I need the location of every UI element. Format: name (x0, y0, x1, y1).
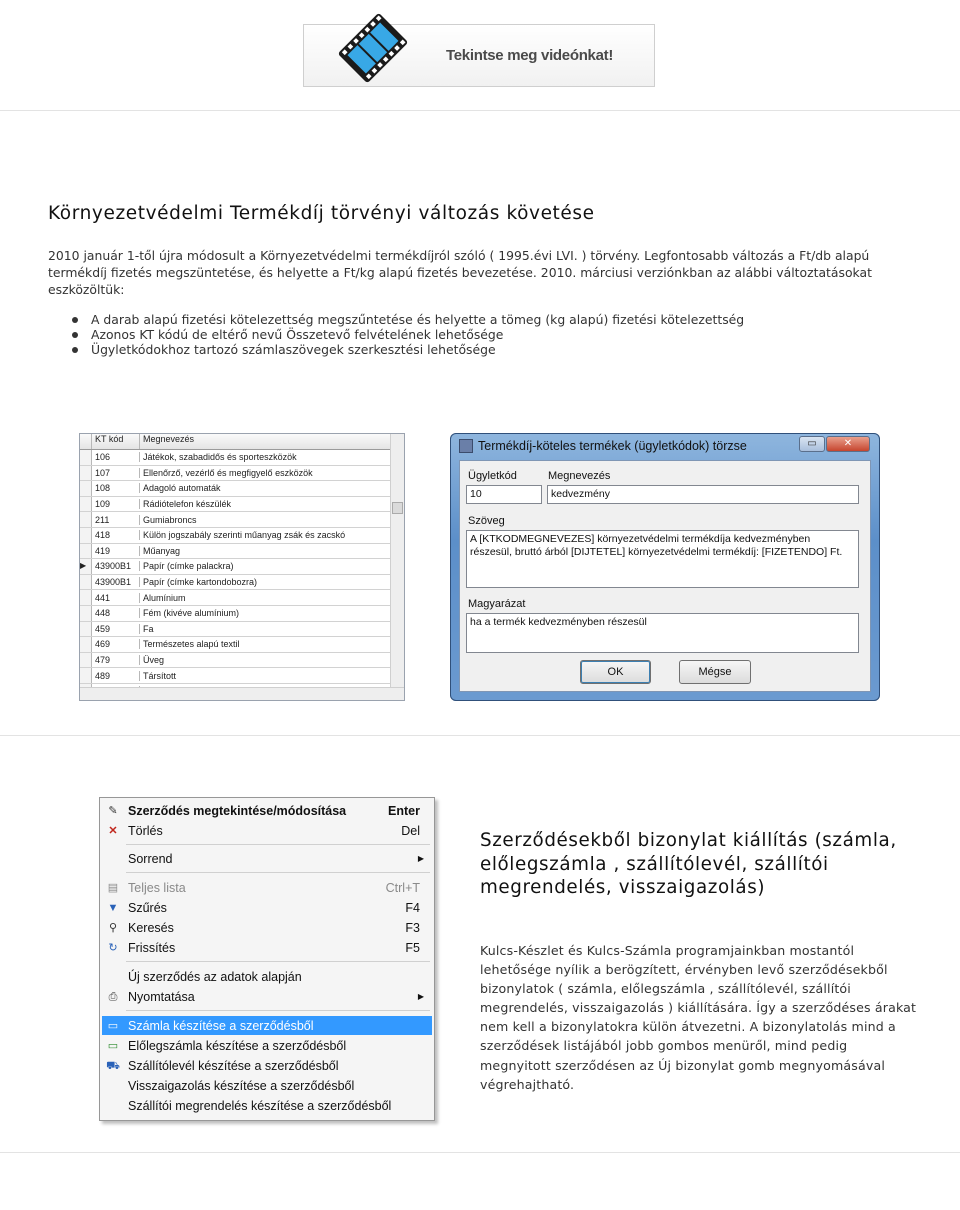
dialog-body (459, 460, 871, 692)
menu-item-filter[interactable]: ▼ Szűrés F4 (102, 898, 432, 917)
row-indicator (80, 481, 92, 496)
divider (0, 110, 960, 111)
refresh-icon: ↻ (108, 941, 118, 954)
contract-context-menu (99, 797, 435, 1121)
termekdij-dialog (450, 433, 880, 701)
cell-megnevezes: Társított (143, 670, 177, 681)
menu-item-full-list[interactable]: ▤ Teljes lista Ctrl+T (102, 878, 432, 897)
menu-item-delivery-note[interactable]: ⛟ Szállítólevél készítése a szerződésből (102, 1056, 432, 1075)
menu-item-new-contract[interactable]: Új szerződés az adatok alapján (128, 969, 302, 984)
table-row[interactable] (80, 622, 390, 638)
section-title-termekdij: Környezetvédelmi Termékdíj törvényi változás követése (48, 203, 595, 224)
cell-kt-kod: 419 (92, 546, 140, 556)
menu-item-print[interactable]: ⎙ Nyomtatása ▶ (102, 987, 432, 1006)
label-ugyletkod: Ügyletkód (468, 470, 517, 482)
cell-kt-kod: 459 (92, 624, 140, 634)
divider (0, 1152, 960, 1153)
cell-kt-kod: 418 (92, 530, 140, 540)
restore-window-icon[interactable]: ▭ (799, 436, 825, 452)
column-header-kt-kod[interactable]: KT kód (92, 434, 140, 449)
change-list (70, 312, 744, 357)
row-indicator (80, 637, 92, 652)
film-strip-icon (330, 5, 416, 91)
dialog-title: Termékdíj-köteles termékek (ügyletkódok) törzse (478, 439, 747, 453)
cell-megnevezes: Fém (kivéve alumínium) (143, 608, 240, 619)
table-row[interactable] (80, 544, 390, 560)
edit-icon: ✎ (108, 804, 118, 817)
menu-separator (126, 872, 430, 873)
section-title-szerzodesek: Szerződésekből bizonylat kiállítás (számla, előlegszámla , szállítólevél, szállítói megrendelés, visszaigazolás) (480, 830, 897, 898)
filter-icon: ▼ (107, 901, 119, 914)
list-item: A darab alapú fizetési kötelezettség megszűntetése és helyette a tömeg (kg alapú) fizetési kötelezettség (70, 312, 744, 327)
table-row[interactable] (80, 481, 390, 497)
table-row[interactable] (80, 466, 390, 482)
video-banner[interactable] (303, 24, 655, 87)
ok-button[interactable]: OK (580, 660, 651, 684)
row-indicator (80, 668, 92, 683)
grid-header (80, 434, 404, 450)
list-item: Azonos KT kódú de eltérő nevű Összetevő felvételének lehetősége (70, 327, 744, 342)
window-icon (459, 439, 473, 453)
table-row[interactable] (80, 637, 390, 653)
close-window-icon[interactable]: ✕ (826, 436, 870, 452)
cell-megnevezes: Papír (címke palackra) (143, 561, 234, 572)
label-megnevezes: Megnevezés (548, 470, 611, 482)
table-row[interactable] (80, 590, 390, 606)
cell-megnevezes: Fa (143, 623, 154, 634)
table-row[interactable] (80, 528, 390, 544)
section-paragraph: Kulcs-Készlet és Kulcs-Számla programjainkban mostantól lehetősége nyílik a berögzített, érvényben levő szerződésekből bizonylatok ( számla, előlegszámla , szállítólevél, szállítói megrendelés, visszaigazolás ) kiállítására. Így a szerződéses árakat nem kell a bizonylatokra külön átvezetni. A bizonylatolás mind a szerződések listájából jobb gombos menüről, mind pedig megnyitott szerződésen az Új bizonylat gomb megnyomásával végrehajtható. (480, 943, 917, 1092)
cell-kt-kod: 43900B1 (92, 561, 140, 571)
szoveg-textarea[interactable]: A [KTKODMEGNEVEZES] környezetvédelmi termékdíja kedvezményben részesül, bruttó árból [DIJTETEL] környezetvédelmi termékdíj: [FIZETENDO] Ft. (466, 530, 859, 588)
table-row[interactable] (80, 512, 390, 528)
menu-separator (126, 844, 430, 845)
row-indicator (80, 606, 92, 621)
table-row[interactable] (80, 668, 390, 684)
banner-text: Tekintse meg videónkat! (446, 47, 614, 64)
menu-item-refresh[interactable]: ↻ Frissítés F5 (102, 938, 432, 957)
truck-icon: ⛟ (106, 1059, 120, 1072)
menu-item-delete[interactable]: ✕ Törlés Del (102, 821, 432, 840)
row-indicator (80, 544, 92, 559)
cell-megnevezes: Játékok, szabadidős és sporteszközök (143, 452, 297, 463)
menu-item-advance-invoice[interactable]: ▭ Előlegszámla készítése a szerződésből (102, 1036, 432, 1055)
cell-megnevezes: Gumiabroncs (143, 514, 197, 525)
cell-megnevezes: Ellenőrző, vezérlő és megfigyelő eszközök (143, 467, 313, 478)
cell-kt-kod: 108 (92, 483, 140, 493)
cell-kt-kod: 43900B1 (92, 577, 140, 587)
cell-megnevezes: Természetes alapú textil (143, 639, 240, 650)
menu-item-view-edit[interactable]: ✎ Szerződés megtekintése/módosítása Enter (102, 801, 432, 820)
menu-item-confirmation[interactable]: Visszaigazolás készítése a szerződésből (128, 1078, 355, 1093)
divider (0, 735, 960, 736)
delete-icon: ✕ (108, 824, 118, 837)
cell-megnevezes: Műanyag (143, 545, 181, 556)
table-row[interactable] (80, 450, 390, 466)
menu-separator (126, 961, 430, 962)
row-indicator (80, 575, 92, 590)
kt-code-grid (79, 433, 405, 701)
row-indicator (80, 622, 92, 637)
table-row[interactable] (80, 575, 390, 591)
row-indicator: ▶ (80, 559, 92, 574)
document-icon: ▭ (107, 1039, 119, 1052)
label-szoveg: Szöveg (468, 515, 505, 527)
row-indicator (80, 450, 92, 465)
scroll-thumb[interactable] (392, 502, 403, 514)
list-item: Ügyletkódokhoz tartozó számlaszövegek szerkesztési lehetősége (70, 342, 744, 357)
row-indicator (80, 528, 92, 543)
cell-megnevezes: Külön jogszabály szerinti műanyag zsák és zacskó (143, 530, 346, 541)
cell-kt-kod: 448 (92, 608, 140, 618)
row-indicator (80, 590, 92, 605)
cell-megnevezes: Adagoló automaták (143, 483, 221, 494)
row-indicator (80, 466, 92, 481)
horizontal-scrollbar[interactable] (80, 687, 404, 700)
menu-item-search[interactable]: ⚲ Keresés F3 (102, 918, 432, 937)
row-indicator (80, 497, 92, 512)
cell-kt-kod: 479 (92, 655, 140, 665)
ugyletkod-field[interactable]: 10 (466, 485, 542, 504)
cell-megnevezes: Rádiótelefon készülék (143, 499, 232, 510)
grid-rows (80, 450, 390, 700)
row-indicator (80, 653, 92, 668)
cell-kt-kod: 441 (92, 593, 140, 603)
cell-kt-kod: 489 (92, 671, 140, 681)
label-magyarazat: Magyarázat (468, 598, 526, 610)
list-icon: ▤ (107, 881, 119, 894)
column-header-megnevezes[interactable]: Megnevezés (143, 434, 195, 444)
row-indicator (80, 512, 92, 527)
cell-kt-kod: 106 (92, 452, 140, 462)
megnevezes-field[interactable]: kedvezmény (547, 485, 859, 504)
menu-item-sort[interactable]: Sorrend ▶ (128, 851, 424, 866)
menu-item-supplier-order[interactable]: Szállítói megrendelés készítése a szerződésből (128, 1098, 392, 1113)
cell-kt-kod: 469 (92, 639, 140, 649)
printer-icon: ⎙ (108, 990, 118, 1003)
magyarazat-textarea[interactable]: ha a termék kedvezményben részesül (466, 613, 859, 653)
cell-kt-kod: 107 (92, 468, 140, 478)
binoculars-icon: ⚲ (108, 921, 118, 934)
cell-kt-kod: 109 (92, 499, 140, 509)
submenu-arrow-icon: ▶ (417, 854, 424, 863)
table-row[interactable] (80, 559, 390, 575)
menu-item-invoice[interactable]: ▭ Számla készítése a szerződésből (102, 1016, 432, 1035)
vertical-scrollbar[interactable] (390, 434, 404, 688)
cancel-button[interactable]: Mégse (679, 660, 751, 684)
cell-megnevezes: Alumínium (143, 592, 186, 603)
menu-separator (126, 1010, 430, 1011)
table-row[interactable] (80, 497, 390, 513)
submenu-arrow-icon: ▶ (417, 992, 424, 1001)
cell-megnevezes: Üveg (143, 655, 165, 666)
cell-megnevezes: Papír (címke kartondobozra) (143, 577, 258, 588)
section-paragraph: 2010 január 1-től újra módosult a Környezetvédelmi termékdíjról szóló ( 1995.évi LVI. ) törvény. Legfontosabb változás a Ft/db alapú termékdíj fizetés megszüntetése, és helyette a Ft/kg alapú fizetés bevezetése. 2010. márciusi verziónkban az alábbi változtatásokat eszközöltük: (48, 248, 872, 297)
document-icon: ▭ (107, 1019, 119, 1032)
table-row[interactable] (80, 606, 390, 622)
cell-kt-kod: 211 (92, 515, 140, 525)
table-row[interactable] (80, 653, 390, 669)
